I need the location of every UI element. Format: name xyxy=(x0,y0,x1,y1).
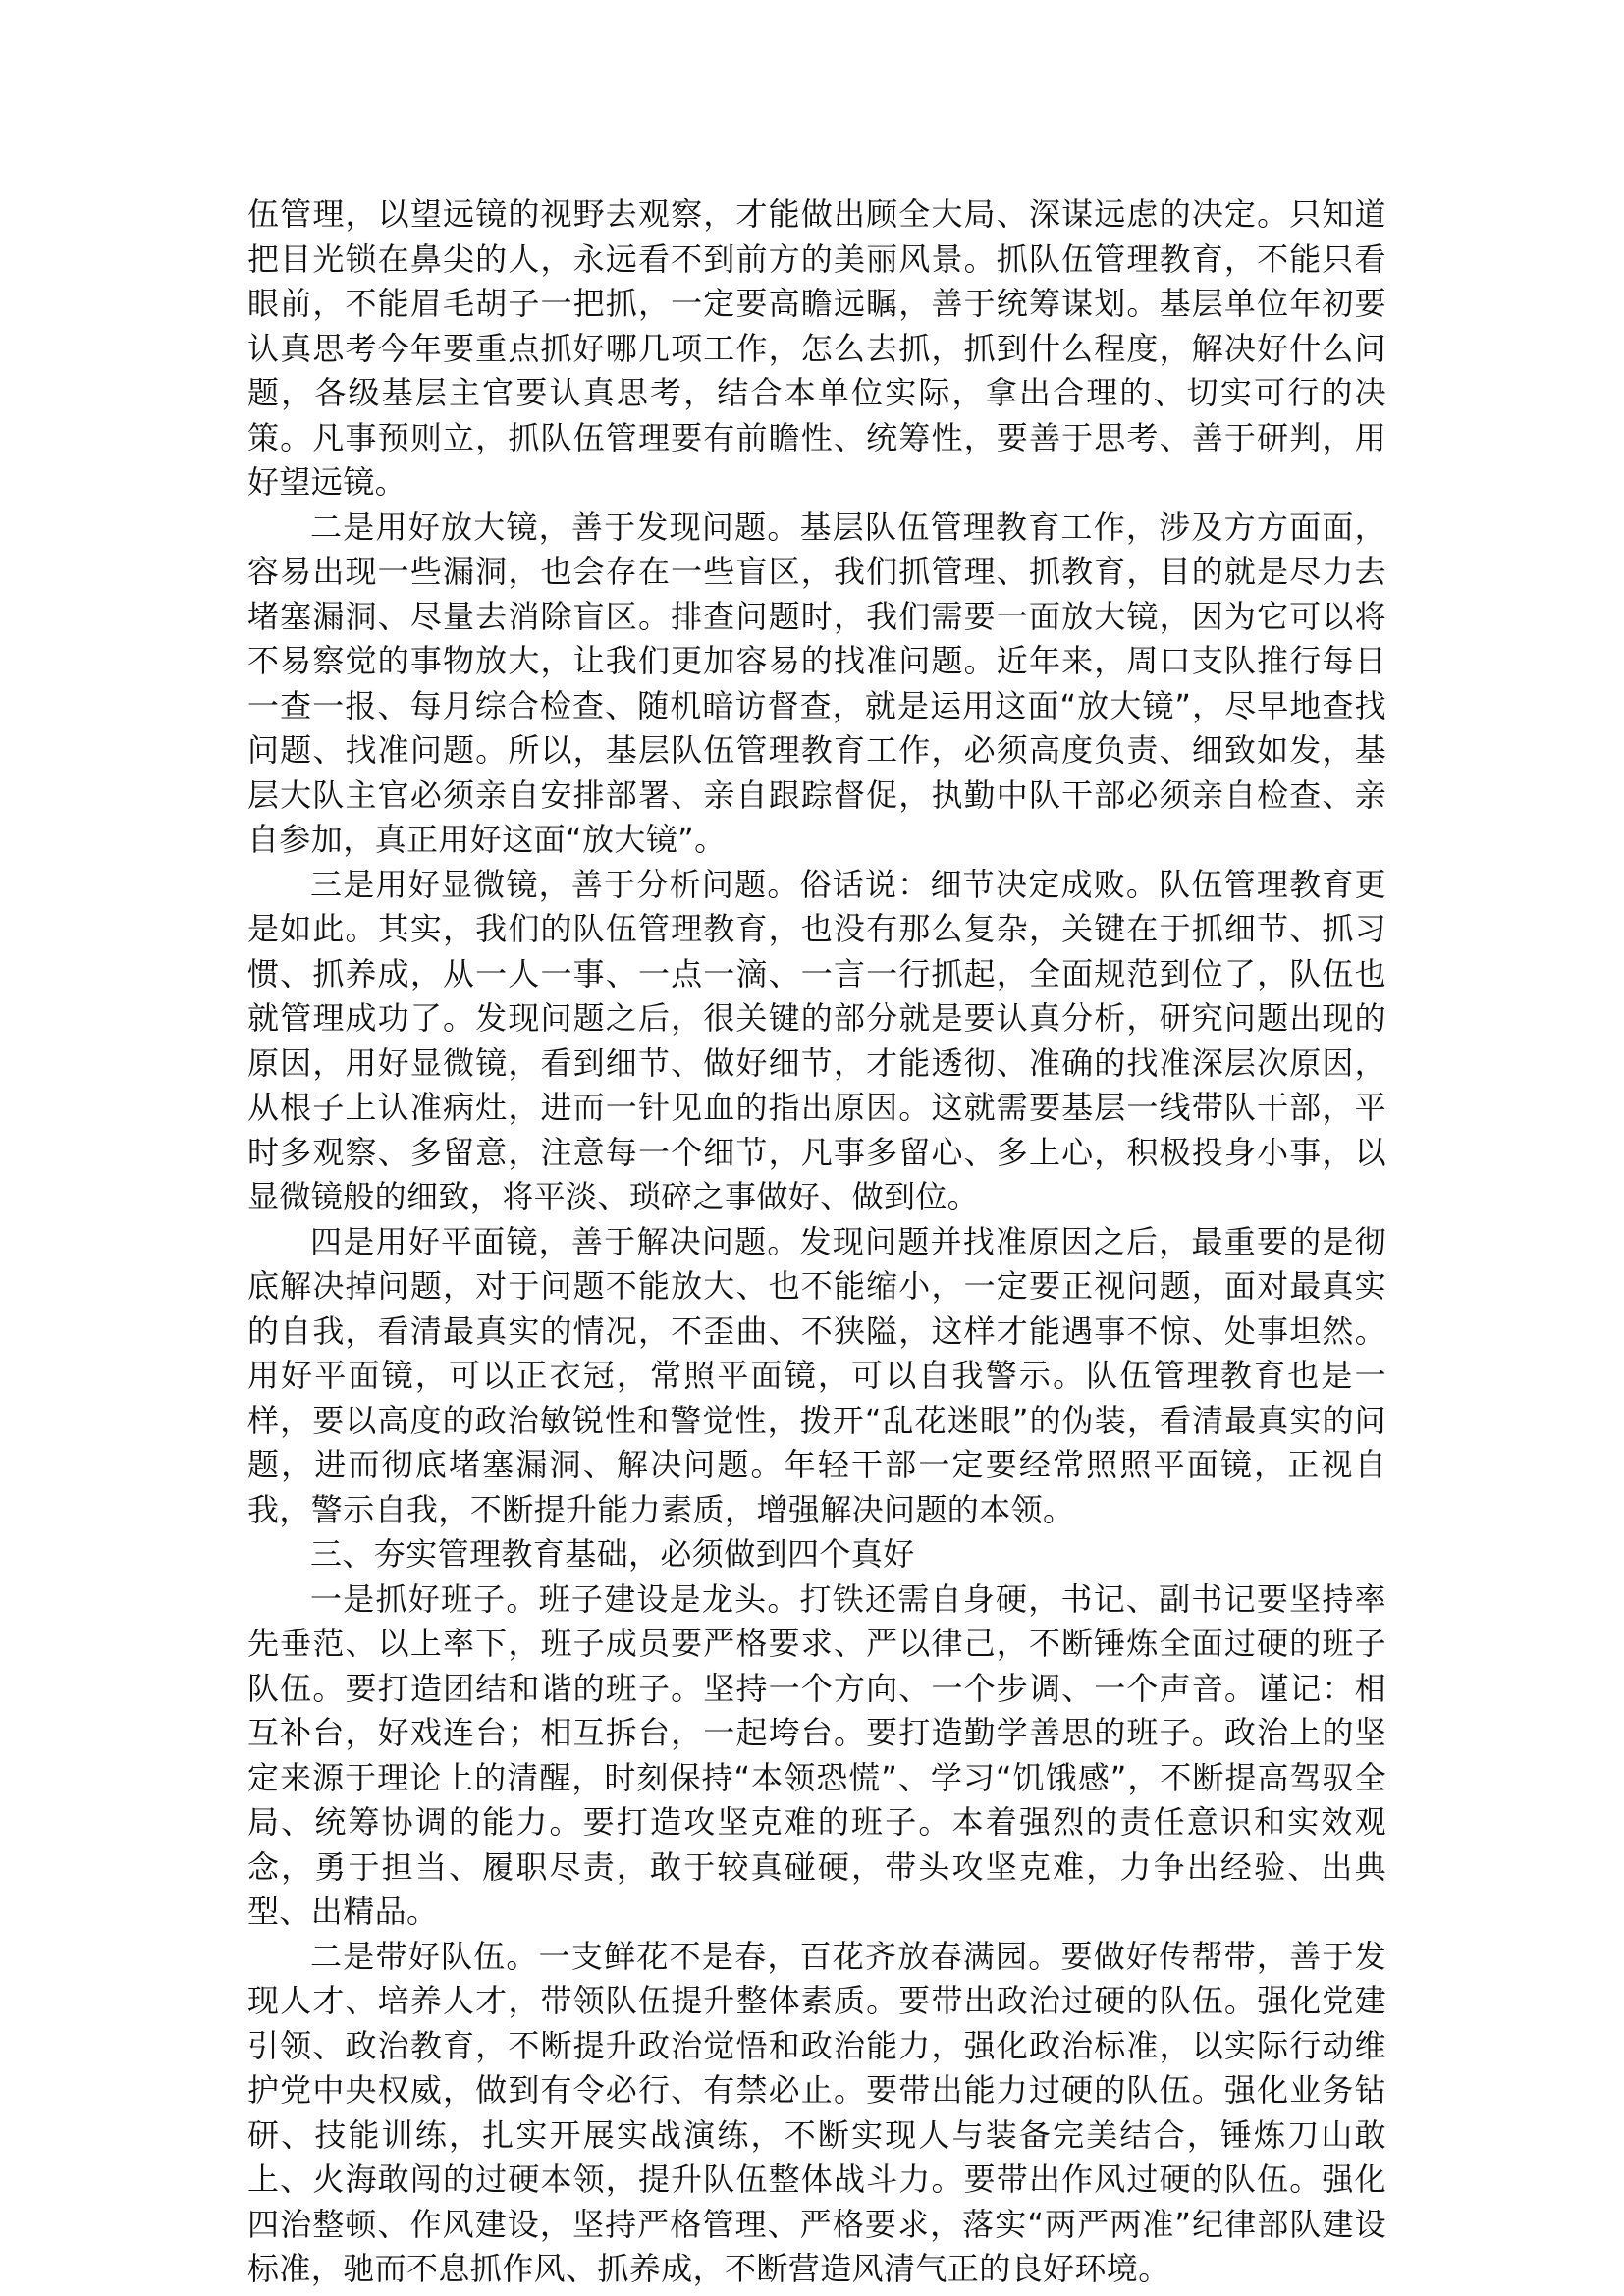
section-heading-three: 三、夯实管理教育基础，必须做到四个真好 xyxy=(310,1535,915,1573)
paragraph-leadership-team: 一是抓好班子。班子建设是龙头。打铁还需自身硬，书记、副书记要坚持率先垂范、以上率下，班子成员要严格要求、严以律己，不断锤炼全面过硬的班子队伍。要打造团结和谐的班子。坚持一个方向、一个步调、一个声音。谨记：相互补台，好戏连台；相互拆台，一起垮台。要打造勤学善思的班子。政治上的坚定来源于理论上的清醒，时刻保持“本领恐慌”、学习“饥饿感”，不断提高驾驭全局、统筹协调的能力。要打造攻坚克难的班子。本着强烈的责任意识和实效观念，勇于担当、履职尽责，敢于较真碰硬，带头攻坚克难，力争出经验、出典型、出精品。 xyxy=(247,1579,1386,1930)
paragraph-microscope: 三是用好显微镜，善于分析问题。俗话说：细节决定成败。队伍管理教育更是如此。其实，我们的队伍管理教育，也没有那么复杂，关键在于抓细节、抓习惯、抓养成，从一人一事、一点一滴、一言一行抓起，全面规范到位了，队伍也就管理成功了。发现问题之后，很关键的部分就是要认真分析，研究问题出现的原因，用好显微镜，看到细节、做好细节，才能透彻、准确的找准深层次原因，从根子上认准病灶，进而一针见血的指出原因。这就需要基层一线带队干部，平时多观察、多留意，注意每一个细节，凡事多留心、多上心，积极投身小事，以显微镜般的细致，将平淡、琐碎之事做好、做到位。 xyxy=(247,865,1386,1215)
document-body xyxy=(247,192,1386,2292)
paragraph-plane-mirror: 四是用好平面镜，善于解决问题。发现问题并找准原因之后，最重要的是彻底解决掉问题，对于问题不能放大、也不能缩小，一定要正视问题，面对最真实的自我，看清最真实的情况，不歪曲、不狭隘，这样才能遇事不惊、处事坦然。用好平面镜，可以正衣冠，常照平面镜，可以自我警示。队伍管理教育也是一样，要以高度的政治敏锐性和警觉性，拨开“乱花迷眼”的伪装，看清最真实的问题，进而彻底堵塞漏洞、解决问题。年轻干部一定要经常照照平面镜，正视自我，警示自我，不断提升能力素质，增强解决问题的本领。 xyxy=(247,1222,1386,1528)
paragraph-magnifier: 二是用好放大镜，善于发现问题。基层队伍管理教育工作，涉及方方面面，容易出现一些漏洞，也会存在一些盲区，我们抓管理、抓教育，目的就是尽力去堵塞漏洞、尽量去消除盲区。排查问题时，我们需要一面放大镜，因为它可以将不易察觉的事物放大，让我们更加容易的找准问题。近年来，周口支队推行每日一查一报、每月综合检查、随机暗访督查，就是运用这面“放大镜”，尽早地查找问题、找准问题。所以，基层队伍管理教育工作，必须高度负责、细致如发，基层大队主官必须亲自安排部署、亲自跟踪督促，执勤中队干部必须亲自检查、亲自参加，真正用好这面“放大镜”。 xyxy=(247,507,1386,858)
paragraph-telescope-conclusion: 伍管理，以望远镜的视野去观察，才能做出顾全大局、深谋远虑的决定。只知道把目光锁在鼻尖的人，永远看不到前方的美丽风景。抓队伍管理教育，不能只看眼前，不能眉毛胡子一把抓，一定要高瞻远瞩，善于统筹谋划。基层单位年初要认真思考今年要重点抓好哪几项工作，怎么去抓，抓到什么程度，解决好什么问题，各级基层主官要认真思考，结合本单位实际，拿出合理的、切实可行的决策。凡事预则立，抓队伍管理要有前瞻性、统筹性，要善于思考、善于研判，用好望远镜。 xyxy=(247,195,1386,501)
paragraph-team-building: 二是带好队伍。一支鲜花不是春，百花齐放春满园。要做好传帮带，善于发现人才、培养人才，带领队伍提升整体素质。要带出政治过硬的队伍。强化党建引领、政治教育，不断提升政治觉悟和政治能力，强化政治标准，以实际行动维护党中央权威，做到有令必行、有禁必止。要带出能力过硬的队伍。强化业务钻研、技能训练，扎实开展实战演练，不断实现人与装备完美结合，锤炼刀山敢上、火海敢闯的过硬本领，提升队伍整体战斗力。要带出作风过硬的队伍。强化四治整顿、作风建设，坚持严格管理、严格要求，落实“两严两准”纪律部队建设标准，驰而不息抓作风、抓养成，不断营造风清气正的良好环境。 xyxy=(247,1937,1386,2287)
